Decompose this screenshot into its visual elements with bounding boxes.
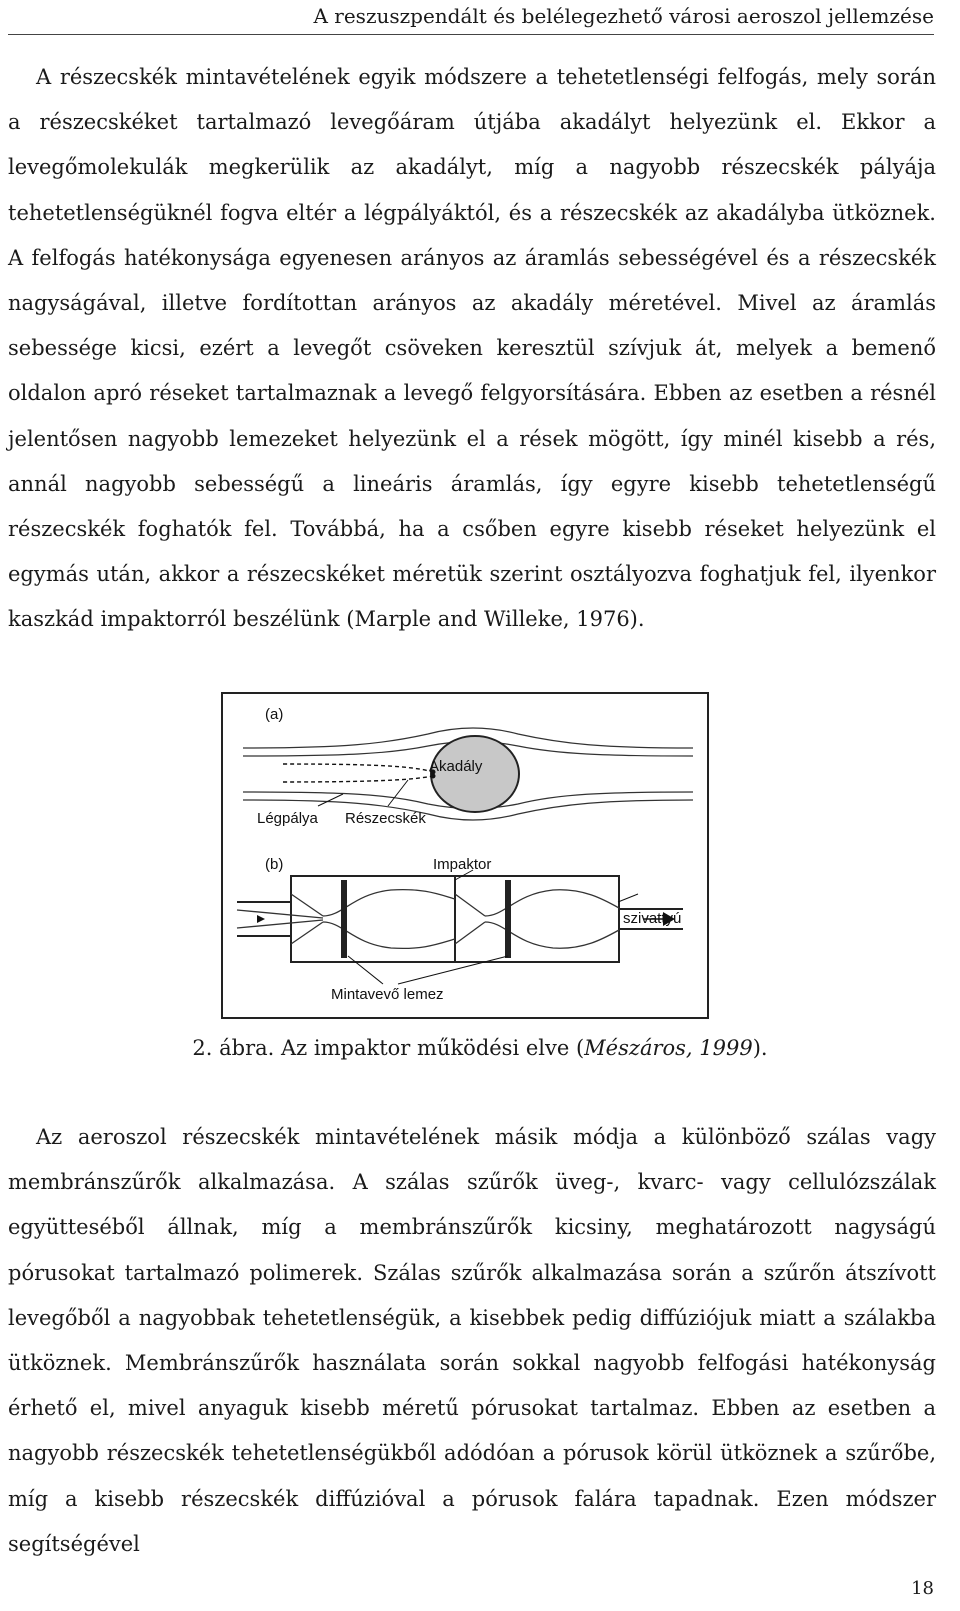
label-particles: Részecskék bbox=[345, 810, 426, 827]
label-obstacle: Akadály bbox=[429, 758, 483, 775]
label-a: (a) bbox=[265, 706, 284, 723]
label-sampling-plate: Mintavevő lemez bbox=[331, 986, 444, 1003]
caption-prefix: 2. ábra. Az impaktor működési elve ( bbox=[192, 1036, 585, 1060]
header-rule bbox=[8, 34, 934, 35]
label-impactor: Impaktor bbox=[433, 856, 492, 873]
paragraph-impactor-text: A részecskék mintavételének egyik módszere a tehetetlenségi felfogás, mely során a részecskéket tartalmazó levegőáram útjába akadályt helyezünk el. Ekkor a levegőmolekulák megkerülik az akadályt, míg a nagyobb részecskék pályája tehetetlenségüknél fogva eltér a légpályáktól, és a részecskék az akadályba ütköznek. A felfogás hatékonysága egyenesen arányos az áramlás sebességével és a részecskék nagyságával, illetve fordítottan arányos az akadály méretével. Mivel az áramlás sebessége kicsi, ezért a levegőt csöveken keresztül szívjuk át, melyek a bemenő oldalon apró réseket tartalmaznak a levegő felgyorsítására. Ebben az esetben a résnél jelentősen nagyobb lemezeket helyezünk el a rések mögött, így minél kisebb a rés, annál nagyobb sebességű a lineáris áramlás, így egyre kisebb tehetetlenségű részecskék foghatók fel. Továbbá, ha a csőben egyre kisebb réseket helyezünk el egymás után, akkor a részecskéket méretük szerint osztályozva foghatjuk fel, ilyenkor kaszkád impaktorról beszélünk (Marple and Willeke, 1976). bbox=[8, 65, 936, 632]
collection-plate-2 bbox=[505, 880, 511, 958]
paragraph-filters bbox=[8, 1115, 936, 1567]
page-number: 18 bbox=[911, 1578, 934, 1599]
collection-plate-1 bbox=[341, 880, 347, 958]
paragraph-filters-text: Az aeroszol részecskék mintavételének másik módja a különböző szálas vagy membránszűrők alkalmazása. A szálas szűrők üveg-, kvarc- vagy cellulózszálak együtteséből állnak, míg a membránszűrők kicsiny, meghatározott nagyságú pórusokat tartalmazó polimerek. Szálas szűrők alkalmazása során a szűrőn átszívott levegőből a nagyobbak tehetetlenségük, a kisebbek pedig diffúziójuk miatt a szálakba ütköznek. Membránszűrők használata során sokkal nagyobb felfogási hatékonyság érhető el, mivel anyaguk kisebb méretű pórusokat tartalmaz. Ebben az esetben a nagyobb részecskék tehetetlenségükből adódóan a pórusok körül ütköznek a szűrőbe, míg a kisebb részecskék diffúzióval a pórusok falára tapadnak. Ezen módszer segítségével bbox=[8, 1125, 936, 1556]
label-pump: szivattyú bbox=[623, 910, 682, 927]
figure-caption bbox=[0, 1036, 960, 1060]
label-airflow: Légpálya bbox=[257, 810, 318, 827]
caption-suffix: ). bbox=[752, 1036, 768, 1060]
label-b: (b) bbox=[265, 856, 284, 873]
running-header: A reszuszpendált és belélegezhető városi aeroszol jellemzése bbox=[313, 4, 934, 28]
paragraph-impactor bbox=[8, 55, 936, 643]
caption-source: Mészáros, 1999 bbox=[584, 1036, 753, 1060]
impactor-figure bbox=[221, 692, 709, 1019]
